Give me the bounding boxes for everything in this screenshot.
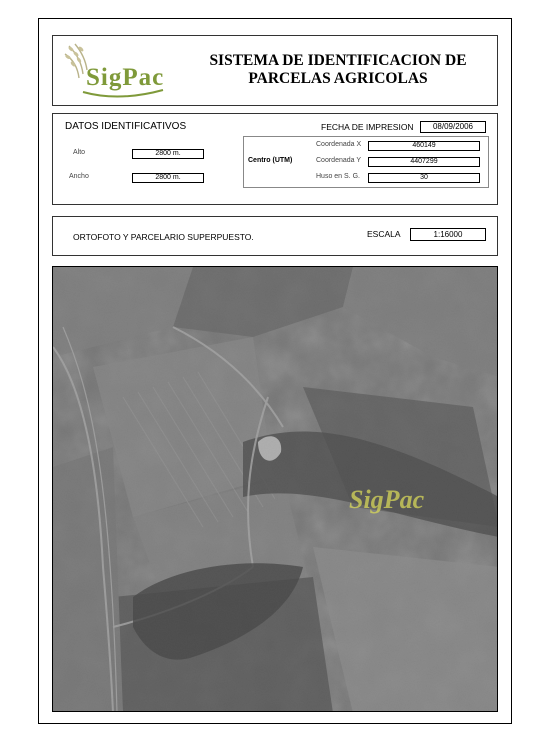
orto-label: ORTOFOTO Y PARCELARIO SUPERPUESTO. <box>73 232 254 242</box>
utm-box <box>243 136 489 188</box>
title-line-1: SISTEMA DE IDENTIFICACION DE <box>209 52 467 69</box>
page-title <box>183 52 493 88</box>
sigpac-watermark: SigPac <box>349 485 425 514</box>
title-line-2: PARCELAS AGRICOLAS <box>248 70 428 87</box>
alto-value: 2800 m. <box>132 149 204 159</box>
logo-text: SigPac <box>86 64 165 91</box>
alto-label: Alto <box>73 149 86 156</box>
ancho-label: Ancho <box>69 173 89 180</box>
datos-box <box>52 113 498 205</box>
fecha-label: FECHA DE IMPRESION <box>321 122 414 132</box>
aerial-orthophoto <box>52 266 498 712</box>
report-sheet <box>38 18 512 724</box>
escala-label: ESCALA <box>367 229 401 239</box>
centro-label: Centro (UTM) <box>248 157 293 164</box>
huso-label: Huso en S. G. <box>316 173 360 180</box>
orto-box <box>52 216 498 256</box>
escala-value: 1:16000 <box>410 228 486 241</box>
ancho-value: 2800 m. <box>132 173 204 183</box>
fecha-value: 08/09/2006 <box>420 121 486 133</box>
header-box <box>52 35 498 106</box>
coord-x-label: Coordenada X <box>316 141 362 148</box>
sigpac-logo <box>59 40 169 102</box>
coord-x-value: 460149 <box>368 141 480 151</box>
coord-y-label: Coordenada Y <box>316 157 362 164</box>
datos-title: DATOS IDENTIFICATIVOS <box>65 121 187 132</box>
huso-value: 30 <box>368 173 480 183</box>
aerial-photo-image <box>53 267 498 712</box>
coord-y-value: 4407299 <box>368 157 480 167</box>
